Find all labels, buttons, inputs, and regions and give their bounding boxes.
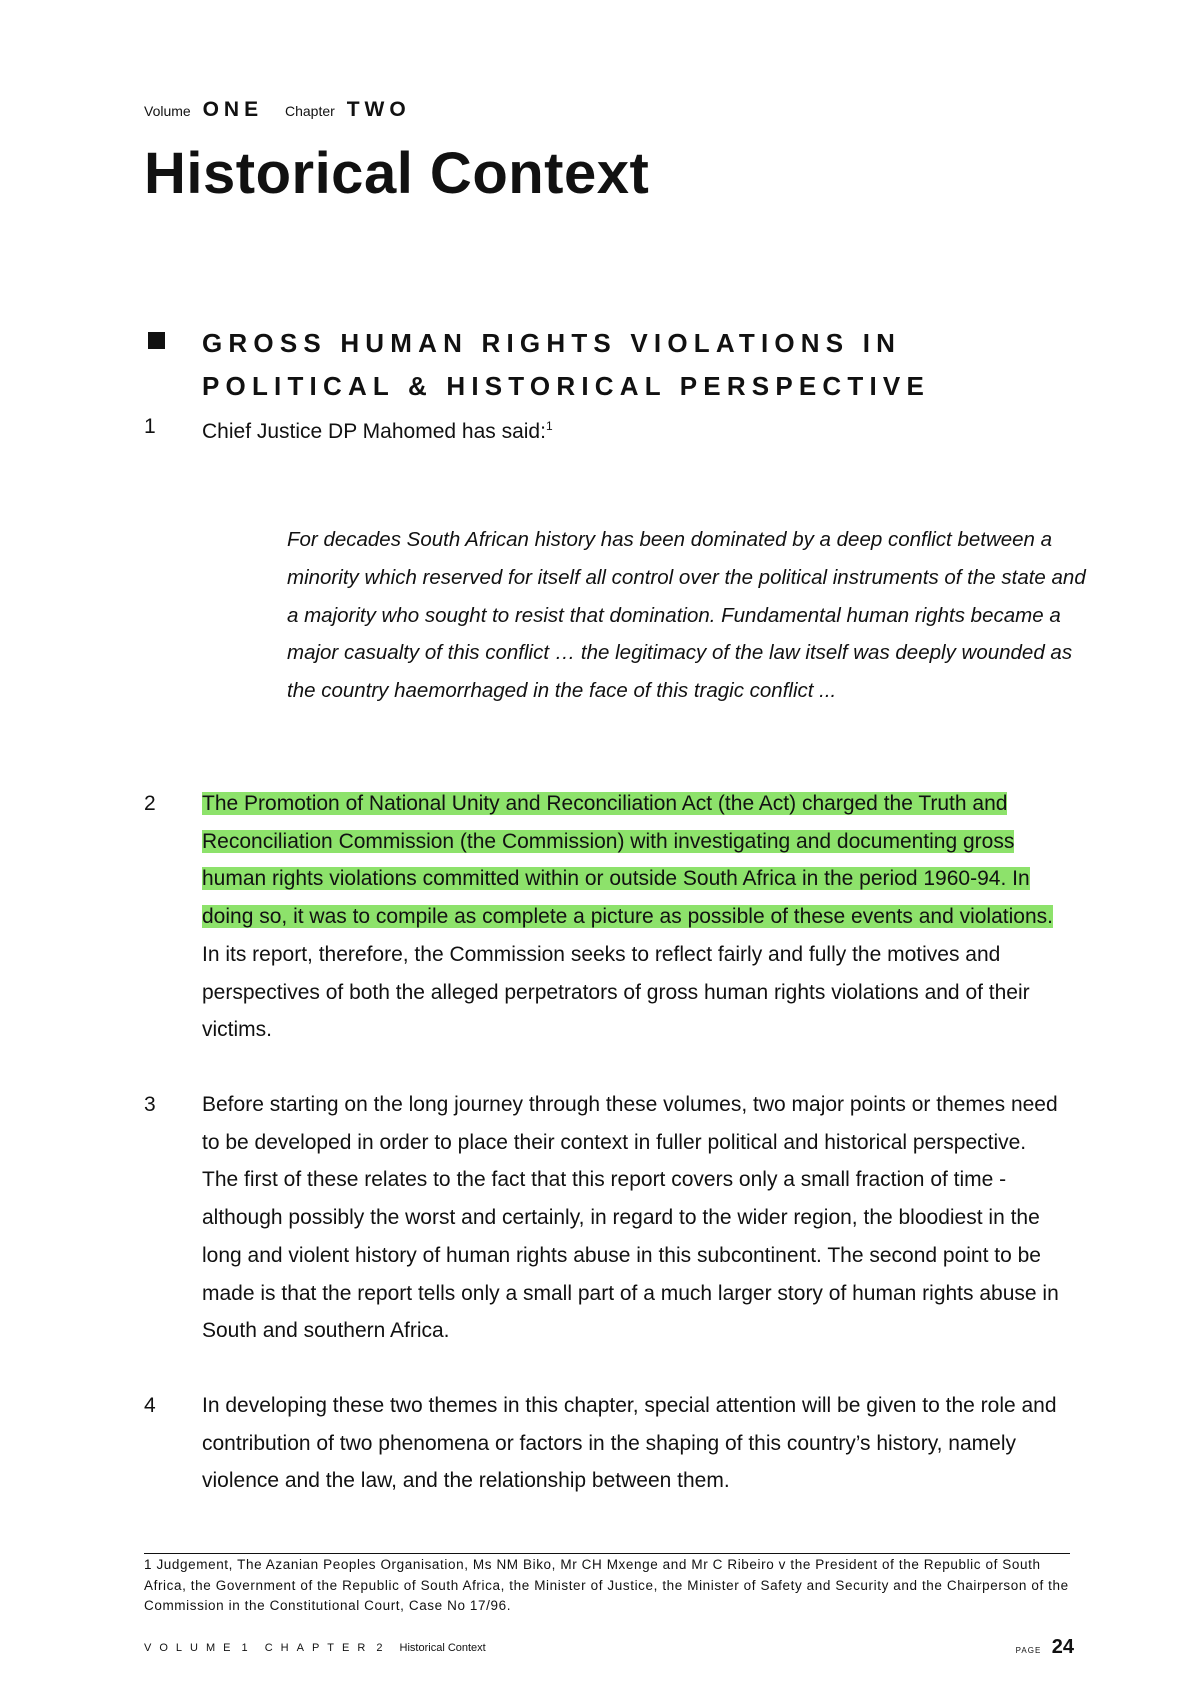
footer-chapter-caps: CHAPTER [264, 1642, 374, 1654]
chapter-label: Chapter [285, 103, 335, 119]
page-number: 24 [1051, 1636, 1074, 1658]
footer-chapter-title: Historical Context [399, 1642, 486, 1654]
paragraph-text: Before starting on the long journey through these volumes, two major points or themes need to be developed in order to place their context in fuller political and historical perspective. The first of these relates to the fact that this report covers only a small fraction of time - although possibly the worst and certainly, in regard to the wider region, the bloodiest in the long and violent history of human rights abuse in this subcontinent. The second point to be made is that the report tells only a small part of a much larger story of human rights abuse in South and southern Africa. [202, 1093, 1059, 1343]
section-heading [202, 322, 1062, 408]
paragraph-text: In developing these two themes in this chapter, special attention will be given to the role and contribution of two phenomena or factors in the shaping of this country’s history, namely violence and the law, and the relationship between them. [202, 1394, 1057, 1493]
paragraph-1-text: Chief Justice DP Mahomed has said: [202, 420, 546, 443]
paragraph-text [202, 408, 1062, 451]
volume-chapter-line [144, 98, 429, 122]
paragraph-number: 3 [144, 1093, 156, 1116]
section-heading-line-1: GROSS HUMAN RIGHTS VIOLATIONS IN [202, 328, 902, 358]
square-bullet-icon [148, 332, 165, 349]
paragraph-2-rest: In its report, therefore, the Commission seeks to reflect fairly and fully the motives and perspectives of both the alleged perpetrators of gross human rights violations and of their victims. [202, 942, 1030, 1042]
page-footer [144, 1636, 1074, 1660]
volume-label: Volume [144, 103, 191, 119]
footnote-ref[interactable]: 1 [545, 419, 553, 433]
highlighted-text[interactable]: The Promotion of National Unity and Reconciliation Act (the Act) charged the Truth and Reconciliation Commission (the Commission) with investigating and documenting gross human rights violations committed within or outside South Africa in the period 1960-94. In doing so, it was to compile as complete a picture as possible of these events and violations. [202, 792, 1053, 929]
footer-volume-num: 1 [241, 1642, 248, 1654]
volume-value: ONE [202, 98, 264, 121]
footer-chapter-num: 2 [376, 1642, 383, 1654]
paragraph-number: 1 [144, 415, 156, 438]
chapter-value: TWO [346, 98, 411, 121]
footer-volume-caps: VOLUME [144, 1642, 239, 1654]
page-label: PAGE [1015, 1646, 1042, 1655]
footnote: 1 Judgement, The Azanian Peoples Organisation, Ms NM Biko, Mr CH Mxenge and Mr C Ribeiro v the President of the Republic of South Africa, the Government of the Republic of South Africa, the Minister of Justice, the Minister of Safety and Security and the Chairperson of the Commission in the Constitutional Court, Case No 17/96. [144, 1557, 1069, 1613]
footer-running-title [144, 1642, 486, 1654]
footer-page-number [1016, 1636, 1074, 1659]
footnote-divider [144, 1553, 1070, 1554]
block-quote: For decades South African history has been dominated by a deep conflict between a minority which reserved for itself all control over the political instruments of the state and a majority who sought to resist that domination. Fundamental human rights became a major casualty of this conflict … the legitimacy of the law itself was deeply wounded as the country haemorrhaged in the face of this tragic conflict ... [287, 528, 1086, 703]
paragraph-number: 2 [144, 792, 156, 815]
page-title: Historical Context [144, 141, 650, 206]
paragraph-number: 4 [144, 1394, 156, 1417]
paragraph-text [202, 785, 1062, 1049]
section-heading-line-2: POLITICAL & HISTORICAL PERSPECTIVE [202, 371, 930, 401]
